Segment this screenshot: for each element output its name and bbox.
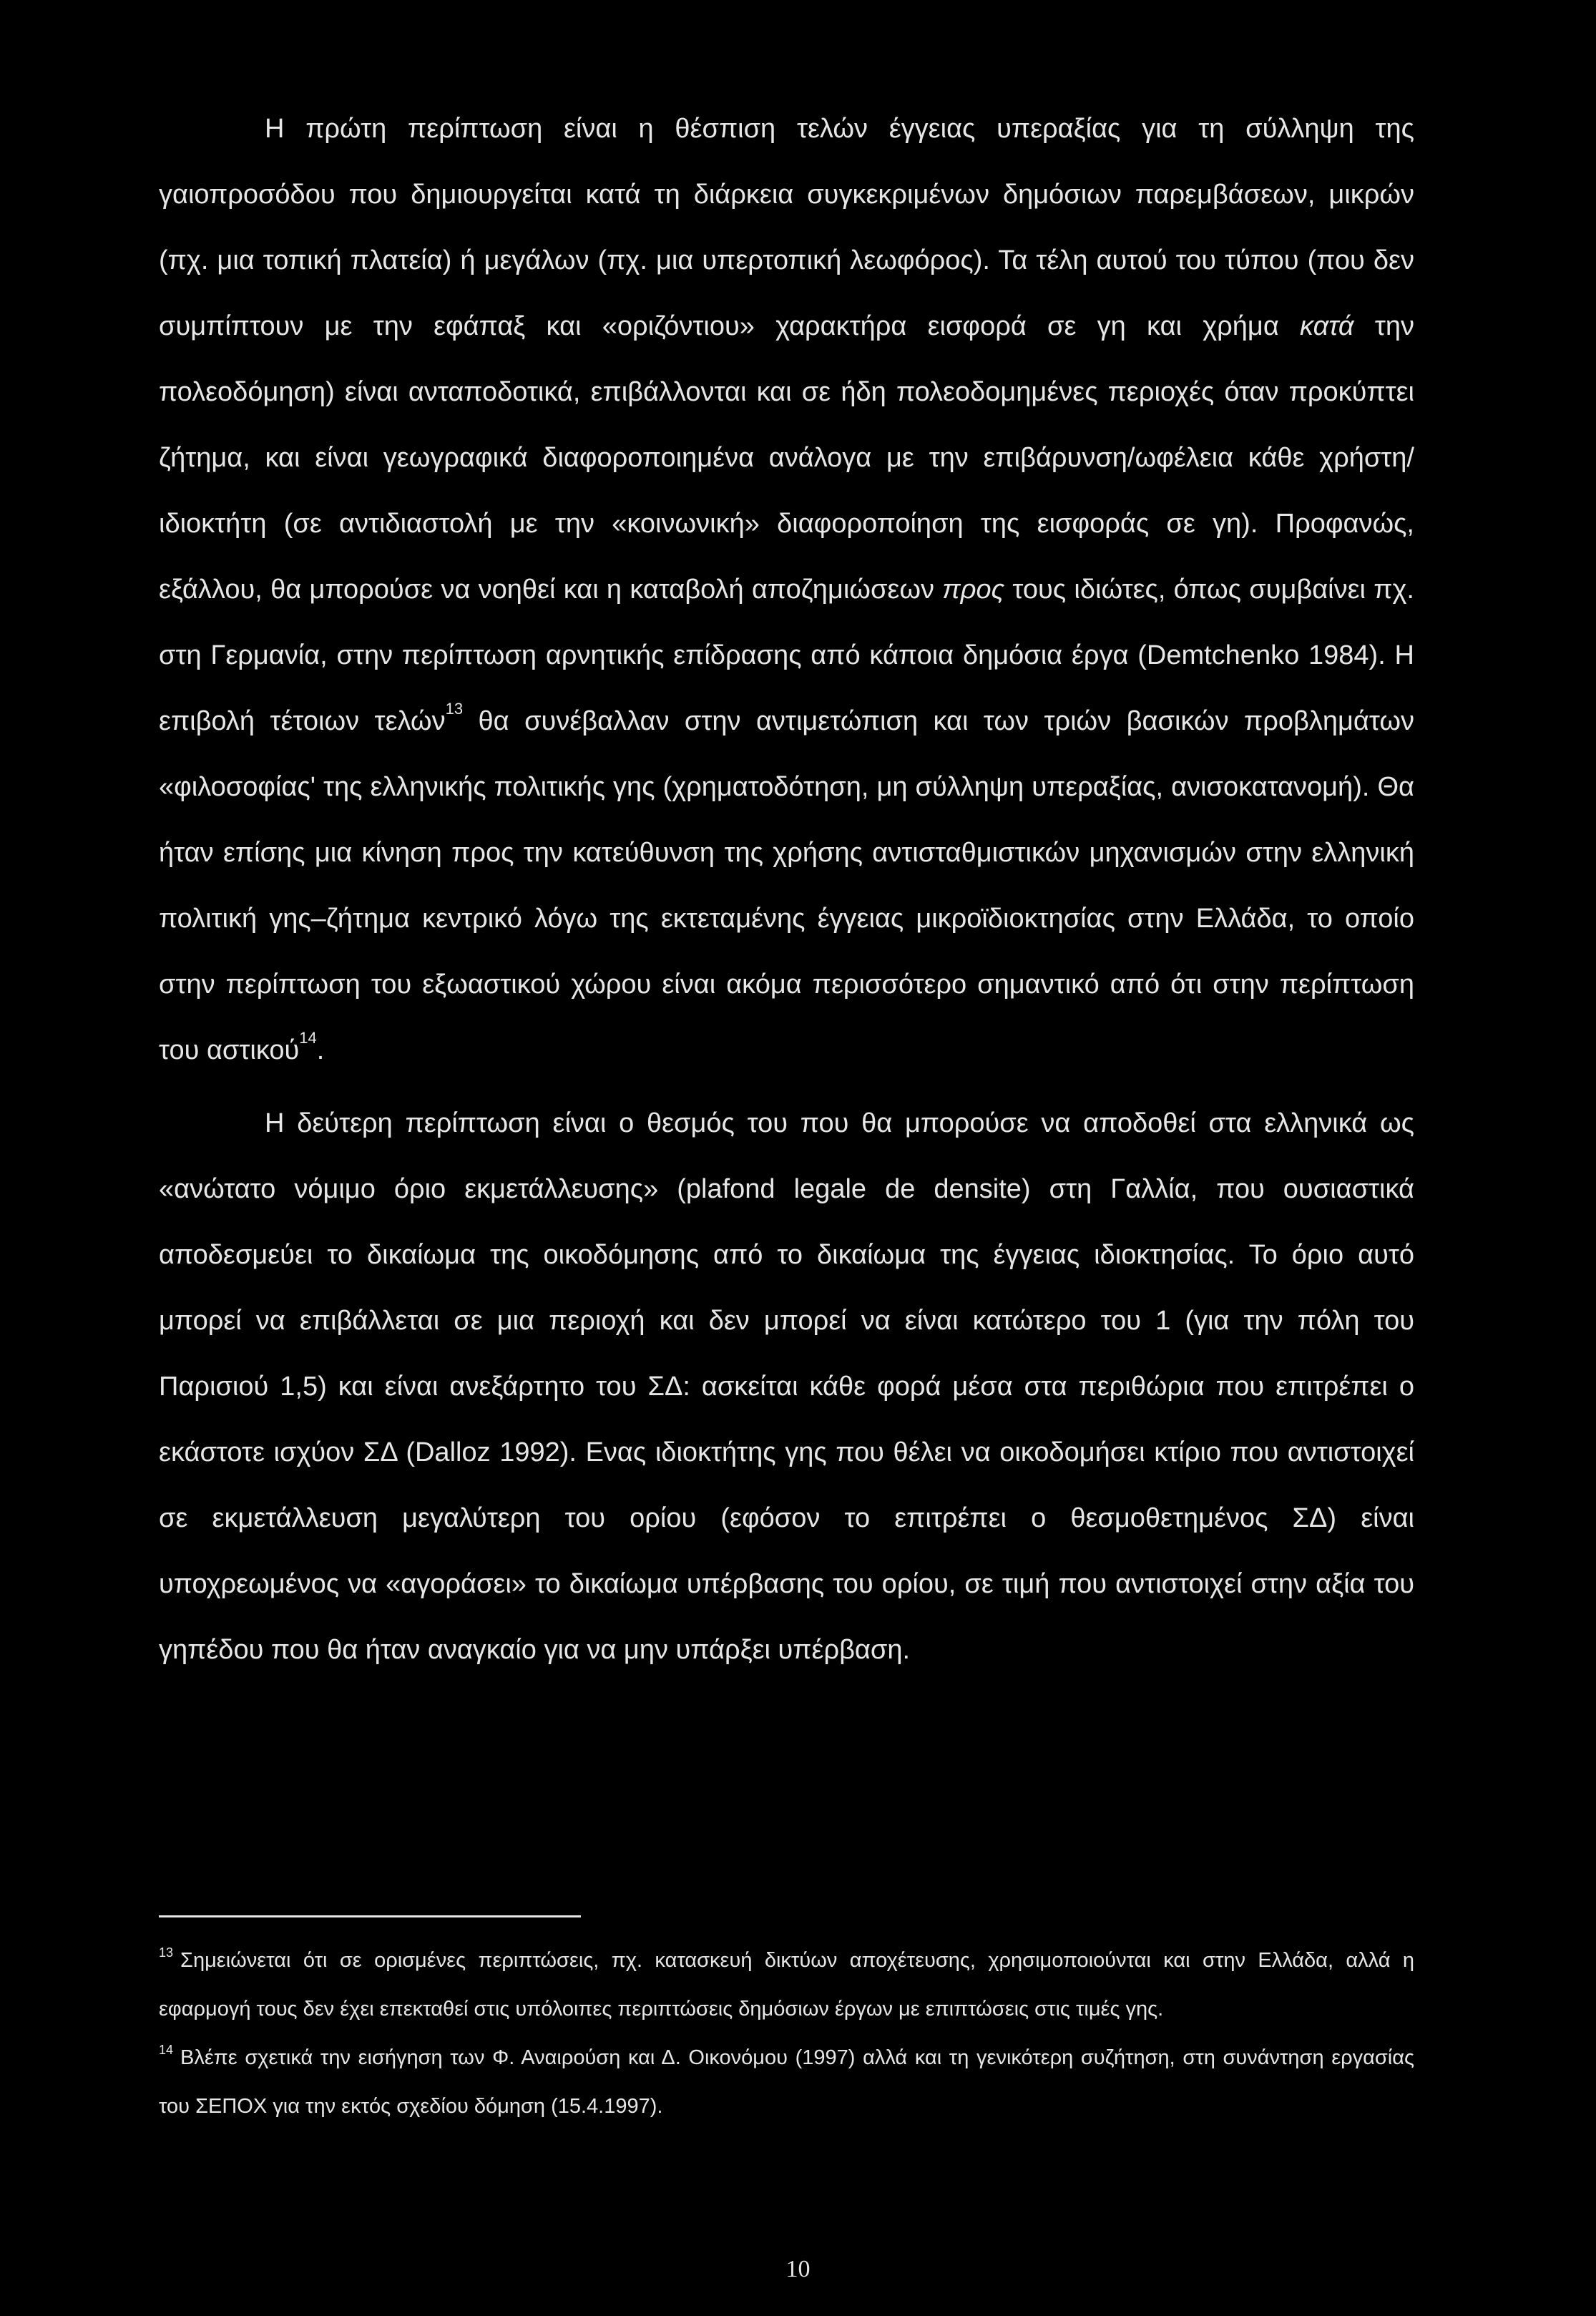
paragraph-1 <box>159 96 1414 1083</box>
paragraph-1-part-d: θα συνέβαλλαν στην αντιμετώπιση και των τριών βασικών προβλημάτων «φιλοσοφίας' της ελληνικής πολιτικής γης (χρηματοδότηση, μη σύλληψη υπεραξίας, ανισοκατανομή). Θα ήταν επίσης μια κίνηση προς την κατεύθυνση της χρήσης αντισταθμιστικών μηχανισμών στην ελληνική πολιτική γης–ζήτημα κεντρικό λόγω της εκτεταμένης έγγειας μικροϊδιοκτησίας στην Ελλάδα, το οποίο στην περίπτωση του εξωαστικού χώρου είναι ακόμα περισσότερο σημαντικό από ότι στην περίπτωση του αστικού <box>159 706 1414 1065</box>
footnote-separator <box>159 1915 581 1917</box>
footnote-14 <box>159 2033 1414 2131</box>
footnote-ref-14: 14 <box>299 1029 317 1047</box>
emphasis-pros: προς <box>942 575 1005 605</box>
footnote-13 <box>159 1936 1414 2033</box>
paragraph-1-part-a: Η πρώτη περίπτωση είναι η θέσπιση τελών έγγειας υπεραξίας για τη σύλληψη της γαιοπροσόδου που δημιουργείται κατά τη διάρκεια συγκεκριμένων δημόσιων παρεμβάσεων, μικρών (πχ. μια τοπική πλατεία) ή μεγάλων (πχ. μια υπερτοπική λεωφόρος). Τα τέλη αυτού του τύπου (που δεν συμπίπτουν με την εφάπαξ και «οριζόντιου» χαρακτήρα εισφορά σε γη και χρήμα <box>159 114 1414 341</box>
emphasis-kata: κατά <box>1300 311 1354 341</box>
footnote-13-mark: 13 <box>159 1945 174 1960</box>
footnotes <box>159 1936 1414 2131</box>
paragraph-2: Η δεύτερη περίπτωση είναι ο θεσμός του που θα μπορούσε να αποδοθεί στα ελληνικά ως «ανώτατο νόμιμο όριο εκμετάλλευσης» (plafond legale de densite) στη Γαλλία, που ουσιαστικά αποδεσμεύει το δικαίωμα της οικοδόμησης από το δικαίωμα της έγγειας ιδιοκτησίας. Το όριο αυτό μπορεί να επιβάλλεται σε μια περιοχή και δεν μπορεί να είναι κατώτερο του 1 (για την πόλη του Παρισιού 1,5) και είναι ανεξάρτητο του ΣΔ: ασκείται κάθε φορά μέσα στα περιθώρια που επιτρέπει ο εκάστοτε ισχύον ΣΔ (Dalloz 1992). Ενας ιδιοκτήτης γης που θέλει να οικοδομήσει κτίριο που αντιστοιχεί σε εκμετάλλευση μεγαλύτερη του ορίου (εφόσον το επιτρέπει ο θεσμοθετημένος ΣΔ) είναι υποχρεωμένος να «αγοράσει» το δικαίωμα υπέρβασης του ορίου, σε τιμή που αντιστοιχεί στην αξία του γηπέδου που θα ήταν αναγκαίο για να μην υπάρξει υπέρβαση. <box>159 1108 1414 1665</box>
paragraph-1-part-b: την πολεοδόμηση) είναι ανταποδοτικά, επιβάλλονται και σε ήδη πολεοδομημένες περιοχές όταν προκύπτει ζήτημα, και είναι γεωγραφικά διαφοροποιημένα ανάλογα με την επιβάρυνση/ωφέλεια κάθε χρήστη/ιδιοκτήτη (σε αντιδιαστολή με την «κοινωνική» διαφοροποίηση της εισφοράς σε γη). Προφανώς, εξάλλου, θα μπορούσε να νοηθεί και η καταβολή αποζημιώσεων <box>159 311 1415 605</box>
footnote-13-text: Σημειώνεται ότι σε ορισμένες περιπτώσεις, πχ. κατασκευή δικτύων αποχέτευσης, χρησιμοποιούνται και στην Ελλάδα, αλλά η εφαρμογή τους δεν έχει επεκταθεί στις υπόλοιπες περιπτώσεις δημόσιων έργων με επιπτώσεις στις τιμές γης. <box>159 1949 1414 2021</box>
footnote-14-text: Βλέπε σχετικά την εισήγηση των Φ. Αναιρούση και Δ. Οικονόμου (1997) αλλά και τη γενικότερη συζήτηση, στη συνάντηση εργασίας του ΣΕΠΟΧ για την εκτός σχεδίου δόμηση (15.4.1997). <box>159 2046 1414 2118</box>
body-text <box>159 96 1414 1683</box>
footnote-14-mark: 14 <box>159 2043 174 2057</box>
page-number: 10 <box>785 2256 811 2282</box>
paragraph-1-part-e: . <box>316 1035 325 1065</box>
footnote-ref-13: 13 <box>445 700 464 718</box>
paragraph-1-part-c: τους ιδιώτες, όπως συμβαίνει πχ. στη Γερμανία, στην περίπτωση αρνητικής επίδρασης από κάποια δημόσια έργα (Demtchenko 1984). Η επιβολή τέτοιων τελών <box>159 575 1414 736</box>
